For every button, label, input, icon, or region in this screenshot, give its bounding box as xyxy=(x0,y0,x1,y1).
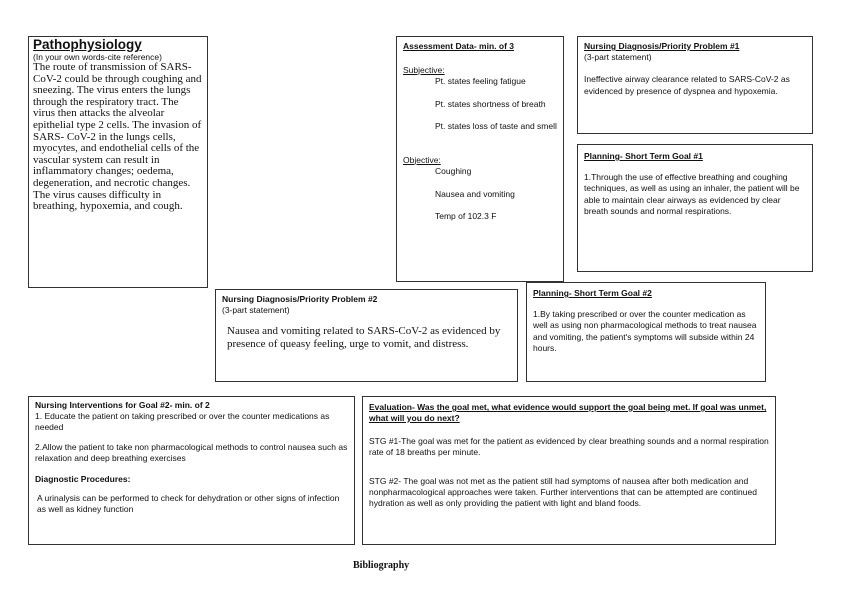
objective-item: Temp of 102.3 F xyxy=(435,211,497,221)
interventions-title: Nursing Interventions for Goal #2- min. of 2 xyxy=(35,400,210,410)
subjective-item: Pt. states loss of taste and smell xyxy=(435,121,557,131)
nursing-diagnosis-2-box xyxy=(215,289,518,382)
nursing-diagnosis-1-subtitle: (3-part statement) xyxy=(584,52,652,63)
pathophysiology-box xyxy=(28,36,208,288)
pathophysiology-title: Pathophysiology xyxy=(33,37,142,52)
planning-goal-1-title: Planning- Short Term Goal #1 xyxy=(584,151,703,161)
evaluation-box xyxy=(362,396,776,545)
nursing-diagnosis-2-body: Nausea and vomiting related to SARS-CoV-2 as evidenced by presence of queasy feeling, urge to vomit, and distress. xyxy=(227,325,501,350)
pathophysiology-body: The route of transmission of SARS-CoV-2 could be through coughing and sneezing. The virus enters the lungs through the respiratory tract. The virus then attacks the alveolar epithelial type 2 cells. The invasion of SARS- CoV-2 in the lungs cells, myocytes, and endothelial cells of the vascular system can result in inflammatory changes; oedema, degeneration, and necrotic changes. The virus causes difficulty in breathing, hypoxemia, and cough. xyxy=(33,61,202,213)
planning-goal-2-box xyxy=(526,282,766,382)
subjective-item: Pt. states feeling fatigue xyxy=(435,76,526,86)
intervention-item: 2.Allow the patient to take non pharmacological methods to control nausea such as relaxation and deep breathing exercises xyxy=(35,442,348,464)
planning-goal-1-box xyxy=(577,144,813,272)
objective-label: Objective: xyxy=(403,154,441,165)
evaluation-title: Evaluation- Was the goal met, what evidence would support the goal being met. If goal was unmet, what will you do next? xyxy=(369,402,767,423)
nursing-diagnosis-1-box xyxy=(577,36,813,134)
bibliography-heading: Bibliography xyxy=(353,560,410,571)
assessment-data-box xyxy=(396,36,564,282)
subjective-item: Pt. states shortness of breath xyxy=(435,98,546,109)
planning-goal-2-title: Planning- Short Term Goal #2 xyxy=(533,288,652,298)
pathophysiology-subtitle: (In your own words-cite reference) xyxy=(33,52,162,62)
assessment-title: Assessment Data- min. of 3 xyxy=(403,41,515,51)
objective-item: Nausea and vomiting xyxy=(435,188,515,199)
nursing-interventions-box xyxy=(28,396,355,545)
nursing-diagnosis-1-title: Nursing Diagnosis/Priority Problem #1 xyxy=(584,41,740,51)
diagnostic-procedures-body: A urinalysis can be performed to check for dehydration or other signs of infection as well as kidney function xyxy=(37,492,340,514)
nursing-diagnosis-2-subtitle: (3-part statement) xyxy=(222,304,290,315)
diagnostic-procedures-title: Diagnostic Procedures: xyxy=(35,473,131,484)
evaluation-stg1: STG #1-The goal was met for the patient as evidenced by clear breathing sounds and a normal respiration rate of 18 breaths per minute. xyxy=(369,436,769,457)
planning-goal-1-body: 1.Through the use of effective breathing and coughing techniques, as well as using an inhaler, the patient will be able to maintain clear airways as evidenced by clear breath sounds and normal respirations. xyxy=(584,172,800,216)
nursing-diagnosis-1-body: Ineffective airway clearance related to SARS-CoV-2 as evidenced by presence of dyspnea and hypoxemia. xyxy=(584,74,790,96)
planning-goal-2-body: 1.By taking prescribed or over the counter medication as well as using non pharmacological methods to treat nausea and vomiting, the patient's symptoms will subside within 24 hours. xyxy=(533,309,757,353)
evaluation-stg2: STG #2- The goal was not met as the patient still had symptoms of nausea after both medication and nonpharmacological approaches were taken. Further interventions that can be attempted are continued hydration as well as only providing the patient with light and bland foods. xyxy=(369,476,757,508)
objective-item: Coughing xyxy=(435,166,472,176)
nursing-diagnosis-2-title: Nursing Diagnosis/Priority Problem #2 xyxy=(222,294,378,304)
intervention-item: 1. Educate the patient on taking prescribed or over the counter medications as needed xyxy=(35,410,330,432)
subjective-label: Subjective: xyxy=(403,64,445,75)
